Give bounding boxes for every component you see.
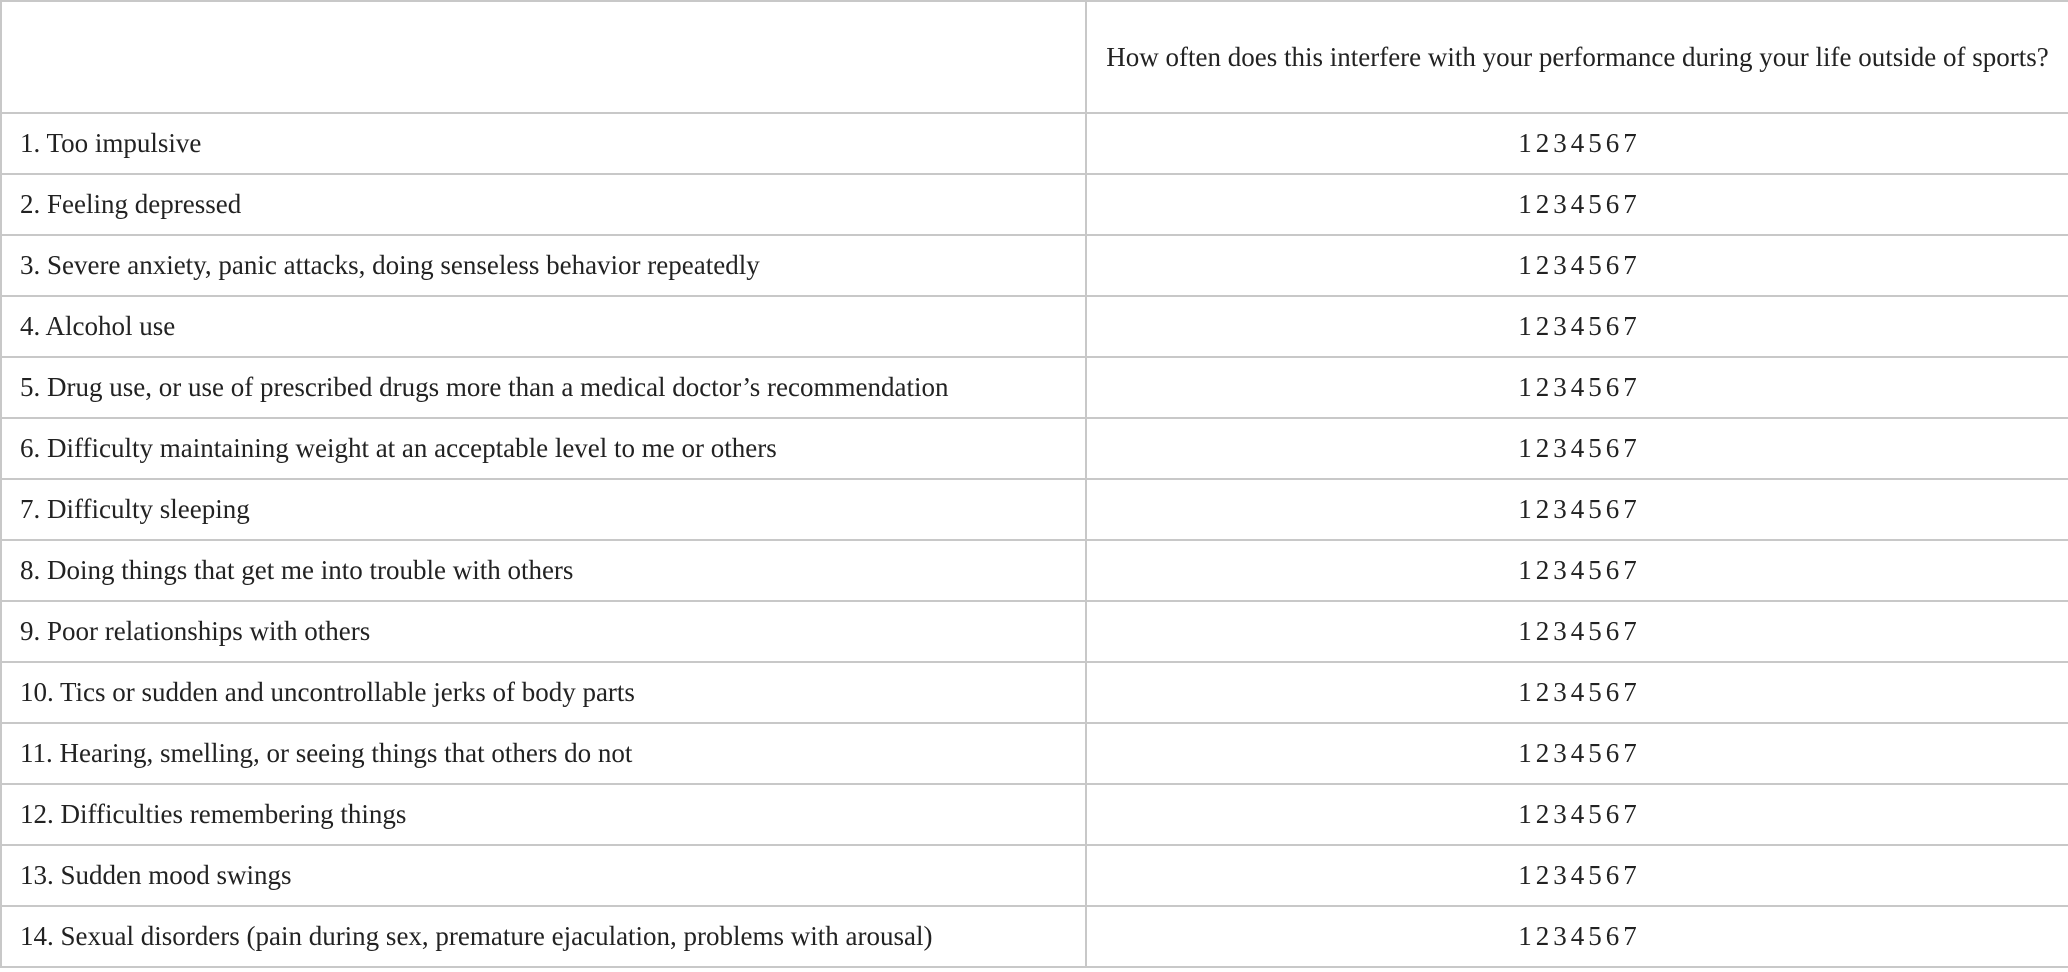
- table-row: [1, 540, 2068, 601]
- rating-option: 6: [1605, 921, 1620, 951]
- rating-option: 5: [1588, 860, 1602, 890]
- rating-option: 2: [1535, 250, 1550, 280]
- rating-option: 3: [1553, 738, 1567, 768]
- rating-scale: [1086, 296, 2068, 357]
- rating-option: 2: [1535, 738, 1550, 768]
- rating-option: 7: [1623, 189, 1637, 219]
- rating-option: 5: [1588, 372, 1602, 402]
- rating-scale: [1086, 174, 2068, 235]
- rating-option: 5: [1588, 433, 1602, 463]
- rating-option: 5: [1588, 555, 1602, 585]
- table-row: [1, 479, 2068, 540]
- table-row: [1, 113, 2068, 174]
- rating-option: 4: [1570, 189, 1585, 219]
- rating-option: 7: [1623, 738, 1637, 768]
- rating-option: 3: [1553, 311, 1567, 341]
- rating-scale: [1086, 662, 2068, 723]
- header-item-column: [1, 1, 1086, 113]
- rating-option: 1: [1518, 738, 1532, 768]
- rating-scale: [1086, 113, 2068, 174]
- rating-option: 1: [1518, 921, 1532, 951]
- rating-option: 5: [1588, 128, 1602, 158]
- rating-option: 7: [1623, 860, 1637, 890]
- item-label: 2. Feeling depressed: [1, 174, 1086, 235]
- rating-option: 4: [1570, 921, 1585, 951]
- rating-option: 6: [1605, 311, 1620, 341]
- rating-option: 5: [1588, 250, 1602, 280]
- rating-option: 6: [1605, 738, 1620, 768]
- rating-option: 2: [1535, 372, 1550, 402]
- table-row: [1, 357, 2068, 418]
- rating-option: 4: [1570, 677, 1585, 707]
- rating-option: 7: [1623, 128, 1637, 158]
- rating-option: 2: [1535, 128, 1550, 158]
- table-row: [1, 174, 2068, 235]
- table-row: [1, 723, 2068, 784]
- table-row: [1, 418, 2068, 479]
- rating-option: 1: [1518, 860, 1532, 890]
- rating-option: 4: [1570, 616, 1585, 646]
- item-label: 7. Difficulty sleeping: [1, 479, 1086, 540]
- rating-option: 3: [1553, 372, 1567, 402]
- rating-option: 6: [1605, 616, 1620, 646]
- item-label: 5. Drug use, or use of prescribed drugs more than a medical doctor’s recommendation: [1, 357, 1086, 418]
- item-label: 8. Doing things that get me into trouble with others: [1, 540, 1086, 601]
- rating-option: 3: [1553, 128, 1567, 158]
- rating-option: 7: [1623, 677, 1637, 707]
- rating-scale: [1086, 479, 2068, 540]
- rating-option: 5: [1588, 799, 1602, 829]
- rating-option: 1: [1518, 311, 1532, 341]
- rating-option: 5: [1588, 921, 1602, 951]
- table-body: [1, 113, 2068, 967]
- table-row: [1, 235, 2068, 296]
- rating-option: 2: [1535, 677, 1550, 707]
- rating-option: 4: [1570, 494, 1585, 524]
- rating-option: 7: [1623, 616, 1637, 646]
- rating-option: 7: [1623, 250, 1637, 280]
- rating-option: 1: [1518, 616, 1532, 646]
- item-label: 14. Sexual disorders (pain during sex, premature ejaculation, problems with arousal): [1, 906, 1086, 967]
- header-question: How often does this interfere with your performance during your life outside of sports?: [1086, 1, 2068, 113]
- rating-option: 2: [1535, 860, 1550, 890]
- rating-option: 2: [1535, 494, 1550, 524]
- rating-option: 4: [1570, 433, 1585, 463]
- item-label: 3. Severe anxiety, panic attacks, doing senseless behavior repeatedly: [1, 235, 1086, 296]
- rating-option: 6: [1605, 555, 1620, 585]
- rating-option: 1: [1518, 799, 1532, 829]
- rating-option: 6: [1605, 250, 1620, 280]
- rating-option: 7: [1623, 921, 1637, 951]
- rating-option: 5: [1588, 677, 1602, 707]
- table-row: [1, 662, 2068, 723]
- table-row: [1, 601, 2068, 662]
- rating-option: 7: [1623, 372, 1637, 402]
- rating-option: 2: [1535, 433, 1550, 463]
- table-row: [1, 784, 2068, 845]
- rating-scale: [1086, 845, 2068, 906]
- rating-option: 3: [1553, 616, 1567, 646]
- rating-option: 6: [1605, 799, 1620, 829]
- rating-option: 3: [1553, 189, 1567, 219]
- rating-option: 3: [1553, 799, 1567, 829]
- rating-option: 3: [1553, 677, 1567, 707]
- rating-option: 6: [1605, 677, 1620, 707]
- rating-option: 4: [1570, 128, 1585, 158]
- rating-option: 4: [1570, 250, 1585, 280]
- rating-scale: [1086, 723, 2068, 784]
- rating-option: 2: [1535, 616, 1550, 646]
- table-row: [1, 296, 2068, 357]
- item-label: 9. Poor relationships with others: [1, 601, 1086, 662]
- rating-option: 7: [1623, 494, 1637, 524]
- rating-option: 4: [1570, 860, 1585, 890]
- item-label: 13. Sudden mood swings: [1, 845, 1086, 906]
- rating-option: 3: [1553, 555, 1567, 585]
- rating-option: 1: [1518, 494, 1532, 524]
- rating-option: 1: [1518, 555, 1532, 585]
- item-label: 6. Difficulty maintaining weight at an acceptable level to me or others: [1, 418, 1086, 479]
- rating-option: 1: [1518, 189, 1532, 219]
- rating-scale: [1086, 784, 2068, 845]
- rating-option: 3: [1553, 250, 1567, 280]
- table-row: [1, 906, 2068, 967]
- rating-option: 7: [1623, 433, 1637, 463]
- rating-scale: [1086, 235, 2068, 296]
- rating-option: 6: [1605, 860, 1620, 890]
- item-label: 1. Too impulsive: [1, 113, 1086, 174]
- rating-option: 5: [1588, 616, 1602, 646]
- table-row: [1, 845, 2068, 906]
- rating-option: 2: [1535, 921, 1550, 951]
- rating-scale: [1086, 906, 2068, 967]
- rating-option: 3: [1553, 494, 1567, 524]
- rating-option: 7: [1623, 555, 1637, 585]
- rating-option: 6: [1605, 494, 1620, 524]
- item-label: 11. Hearing, smelling, or seeing things that others do not: [1, 723, 1086, 784]
- rating-option: 6: [1605, 128, 1620, 158]
- rating-option: 4: [1570, 799, 1585, 829]
- rating-option: 5: [1588, 311, 1602, 341]
- item-label: 10. Tics or sudden and uncontrollable jerks of body parts: [1, 662, 1086, 723]
- rating-option: 1: [1518, 677, 1532, 707]
- rating-scale: [1086, 418, 2068, 479]
- rating-scale: [1086, 357, 2068, 418]
- rating-option: 5: [1588, 738, 1602, 768]
- rating-option: 1: [1518, 250, 1532, 280]
- rating-option: 6: [1605, 433, 1620, 463]
- rating-option: 1: [1518, 372, 1532, 402]
- rating-option: 5: [1588, 189, 1602, 219]
- rating-option: 2: [1535, 799, 1550, 829]
- rating-option: 2: [1535, 189, 1550, 219]
- header-row: [1, 1, 2068, 113]
- rating-option: 2: [1535, 555, 1550, 585]
- rating-option: 7: [1623, 311, 1637, 341]
- rating-option: 4: [1570, 738, 1585, 768]
- rating-option: 1: [1518, 128, 1532, 158]
- rating-option: 1: [1518, 433, 1532, 463]
- rating-option: 4: [1570, 555, 1585, 585]
- rating-option: 2: [1535, 311, 1550, 341]
- rating-option: 3: [1553, 921, 1567, 951]
- rating-scale: [1086, 540, 2068, 601]
- rating-option: 6: [1605, 189, 1620, 219]
- rating-option: 4: [1570, 372, 1585, 402]
- rating-option: 6: [1605, 372, 1620, 402]
- rating-option: 3: [1553, 433, 1567, 463]
- rating-option: 7: [1623, 799, 1637, 829]
- rating-scale: [1086, 601, 2068, 662]
- rating-option: 5: [1588, 494, 1602, 524]
- item-label: 12. Difficulties remembering things: [1, 784, 1086, 845]
- item-label: 4. Alcohol use: [1, 296, 1086, 357]
- rating-option: 4: [1570, 311, 1585, 341]
- rating-option: 3: [1553, 860, 1567, 890]
